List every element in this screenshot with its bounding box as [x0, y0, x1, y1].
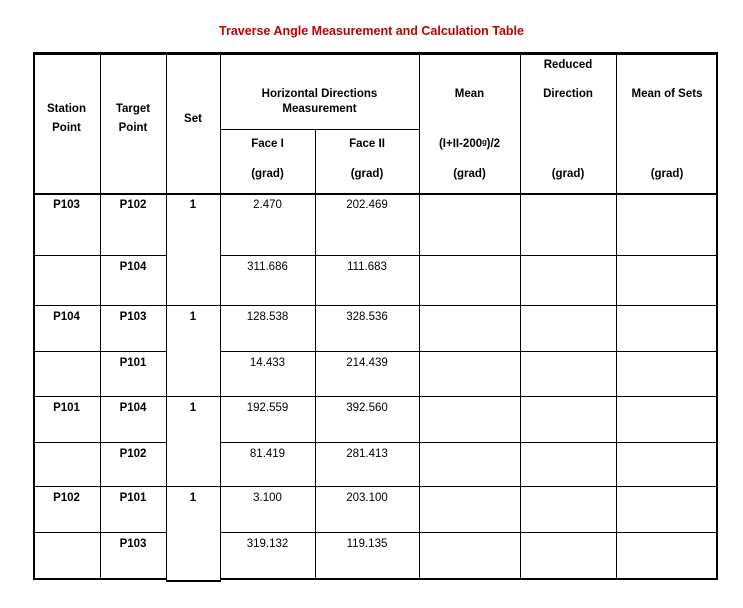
header-unit-mean: (grad) — [453, 168, 486, 180]
target-cell: P101 — [119, 357, 147, 369]
target-cell: P101 — [119, 492, 147, 504]
column-divider — [100, 52, 101, 580]
header-unit-face-2: (grad) — [350, 168, 384, 180]
station-cell: P104 — [53, 311, 80, 323]
face1-cell: 2.470 — [253, 199, 282, 211]
face1-cell: 319.132 — [246, 538, 289, 550]
face2-cell: 214.439 — [346, 357, 388, 369]
station-cell: P101 — [53, 402, 80, 414]
target-cell: P104 — [119, 261, 147, 273]
row-divider — [33, 396, 718, 397]
header-unit-mean-sets: (grad) — [650, 168, 684, 180]
set-cell: 1 — [189, 402, 197, 414]
row-divider — [220, 351, 718, 352]
row-divider — [220, 255, 718, 256]
target-cell: P104 — [119, 402, 147, 414]
target-cell: P102 — [119, 448, 147, 460]
face2-cell: 328.536 — [346, 311, 388, 323]
face1-cell: 14.433 — [249, 357, 286, 369]
header-set: Set — [184, 113, 202, 125]
set-cell: 1 — [189, 199, 197, 211]
column-divider — [419, 52, 420, 580]
face1-cell: 311.686 — [247, 261, 288, 273]
header-mean: Mean — [454, 88, 485, 100]
target-cell: P103 — [119, 538, 147, 550]
header-face-2: Face II — [349, 138, 385, 150]
header-station: Station Point — [47, 103, 86, 134]
row-divider — [33, 305, 718, 306]
table-right-border — [716, 52, 718, 580]
row-divider — [33, 351, 166, 352]
set-column-bottom-border — [166, 580, 220, 582]
station-cell: P102 — [53, 492, 80, 504]
header-mean-formula: (I+II-200ᵍ)/2 — [438, 138, 501, 150]
column-divider — [315, 129, 316, 580]
face2-cell: 392.560 — [346, 402, 388, 414]
face2-cell: 203.100 — [346, 492, 388, 504]
face2-cell: 119.135 — [346, 538, 388, 550]
face1-cell: 192.559 — [246, 402, 289, 414]
set-cell: 1 — [189, 492, 197, 504]
face1-cell: 128.538 — [246, 311, 289, 323]
target-cell: P102 — [119, 199, 147, 211]
header-direction: Direction — [543, 88, 593, 100]
column-divider — [166, 52, 167, 582]
row-divider — [33, 532, 166, 533]
header-target: Target Point — [115, 103, 151, 134]
column-divider — [616, 52, 617, 580]
face2-cell: 202.469 — [346, 199, 388, 211]
row-divider — [33, 442, 166, 443]
page-title: Traverse Angle Measurement and Calculation Table — [219, 24, 524, 38]
row-divider — [220, 532, 718, 533]
station-cell: P103 — [53, 199, 80, 211]
face1-cell: 3.100 — [253, 492, 282, 504]
row-divider — [33, 255, 166, 256]
measurement-table — [33, 52, 718, 582]
header-horizontal-directions: Horizontal Directions Measurement — [261, 88, 378, 115]
set-cell: 1 — [189, 311, 197, 323]
column-divider — [220, 52, 221, 582]
row-divider — [220, 442, 718, 443]
table-left-border — [33, 52, 35, 580]
header-unit-face-1: (grad) — [251, 168, 284, 180]
header-mean-of-sets: Mean of Sets — [631, 88, 703, 100]
row-divider — [33, 486, 718, 487]
face1-cell: 81.419 — [249, 448, 286, 460]
table-bottom-border — [220, 578, 718, 580]
header-reduced: Reduced — [543, 59, 593, 71]
face2-cell: 281.413 — [346, 448, 388, 460]
header-sub-divider — [220, 129, 419, 130]
column-divider — [520, 52, 521, 580]
target-cell: P103 — [119, 311, 147, 323]
header-face-1: Face I — [251, 138, 284, 150]
header-unit-reduced: (grad) — [551, 168, 585, 180]
face2-cell: 111.683 — [347, 261, 387, 273]
